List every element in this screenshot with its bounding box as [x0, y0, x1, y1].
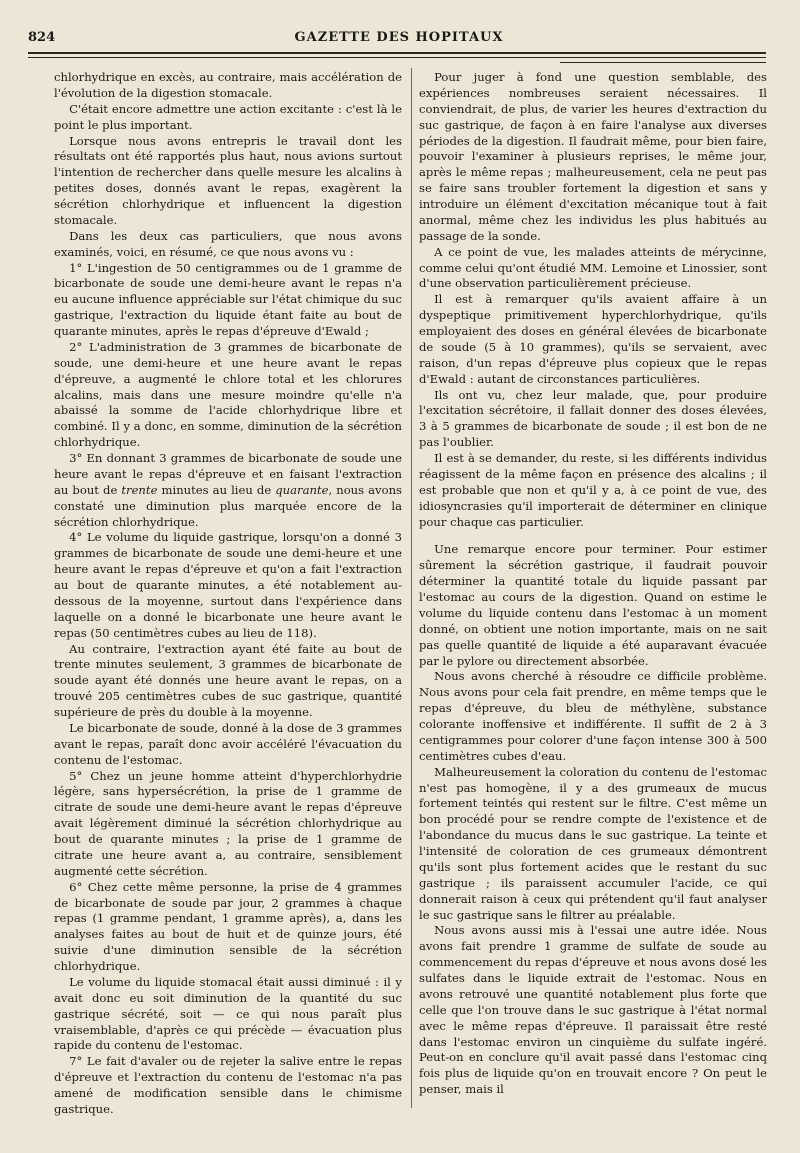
paragraph: C'était encore admettre une action excitante : c'est là le point le plus important. [54, 101, 402, 132]
paragraph-text: minutes au lieu de [157, 482, 276, 497]
paragraph-text: 3° En donnant 3 grammes de bicarbonate de soude une heure avant le repas d'épreuve et en faisant l'extraction au bout de [54, 451, 402, 497]
paragraph: Le bicarbonate de soude, donné à la dose de 3 grammes avant le repas, paraît donc avoir accéléré l'évacuation du contenu de l'estomac. [54, 720, 402, 767]
emphasis: quarante [275, 482, 329, 497]
paragraph: 4° Le volume du liquide gastrique, lorsqu'on a donné 3 grammes de bicarbonate de soude une demi-heure et une heure avant le repas d'épreuve et qu'on a fait l'extraction au bout de quarante minutes, a été notablement au-dessous de la moyenne, surtout dans l'expérience dans laquelle on a donné le bicarbonate une heure avant le repas (50 centimètres cubes au lieu de 118). [54, 530, 402, 640]
paragraph: 5° Chez un jeune homme atteint d'hyperchlorhydrie légère, sans hypersécrétion, la prise de 1 gramme de citrate de soude une demi-heure avant le repas d'épreuve avait légèrement diminué la sécrétion chlorhydrique au bout de quarante minutes ; la prise de 1 gramme de citrate une heure avant a, au contraire, sensiblement augmenté cette sécrétion. [54, 768, 402, 878]
left-column [54, 70, 402, 1118]
column-divider [411, 68, 412, 1108]
paragraph: chlorhydrique en excès, au contraire, mais accélération de l'évolution de la digestion stomacale. [54, 70, 402, 100]
paragraph: 2° L'administration de 3 grammes de bicarbonate de soude, une demi-heure et une heure avant le repas d'épreuve, a augmenté le chlore total et les chlorures alcalins, mais dans une mesure moindre qu'elle n'a abaissé la somme de l'acide chlorhydrique libre et combiné. Il y a donc, en somme, diminution de la sécrétion chlorhydrique. [54, 339, 402, 450]
header-rule-short [560, 62, 766, 63]
paragraph: Pour juger à fond une question semblable, des expériences nombreuses seraient nécessaires. Il conviendrait, de plus, de varier les heures d'extraction du suc gastrique, de façon à en faire l'analyse aux diverses périodes de la digestion. Il faudrait même, pour bien faire, pouvoir l'examiner à plusieurs reprises, le même jour, après le même repas ; malheureusement, cela ne peut pas se faire sans troubler fortement la digestion et sans y introduire un élément d'excitation mécanique tout à fait anormal, même chez les individus les plus habitués au passage de la sonde. [419, 70, 767, 243]
paragraph: Lorsque nous avons entrepris le travail dont les résultats ont été rapportés plus haut, nous avions surtout l'intention de rechercher dans quelle mesure les alcalins à petites doses, donnés avant le repas, exagèrent la sécrétion chlorhydrique et influencent la digestion stomacale. [54, 133, 402, 227]
paragraph: Le volume du liquide stomacal était aussi diminué : il y avait donc eu soit diminution de la quantité du suc gastrique sécrété, soit — ce qui nous paraît plus vraisemblable, d'après ce qui précède — évacuation plus rapide du contenu de l'estomac. [54, 974, 402, 1053]
right-column [419, 70, 767, 1098]
header-rule-thin [28, 57, 766, 58]
page-header [28, 26, 770, 50]
page-number: 824 [28, 30, 56, 45]
paragraph: Nous avons aussi mis à l'essai une autre idée. Nous avons fait prendre 1 gramme de sulfate de soude au commencement du repas d'épreuve et nous avons dosé les sulfates dans le liquide extrait de l'estomac. Nous en avons retrouvé une quantité notablement plus forte que celle que l'on trouve dans le suc gastrique à l'état normal avec le même repas d'épreuve. Il paraissait être resté dans l'estomac environ un cinquième du sulfate ingéré. Peut-on en conclure qu'il avait passé dans l'estomac cinq fois plus de liquide qu'on en trouvait encore ? On peut le penser, mais il [419, 923, 767, 1097]
paragraph-text: , nous avons constaté une diminution plus marquée encore de la sécrétion chlorhydrique. [54, 482, 403, 529]
paragraph: Ils ont vu, chez leur malade, que, pour produire l'excitation sécrétoire, il fallait donner des doses élevées, 3 à 5 grammes de bicarbonate de soude ; il est bon de ne pas l'oublier. [419, 387, 767, 450]
paragraph [54, 451, 402, 530]
paragraph: Nous avons cherché à résoudre ce difficile problème. Nous avons pour cela fait prendre, en même temps que le repas d'épreuve, du bleu de méthylène, substance colorante inoffensive et indifférente. Il suffit de 2 à 3 centigrammes pour colorer d'une façon intense 300 à 500 centimètres cubes d'eau. [419, 669, 767, 763]
paragraph: 1° L'ingestion de 50 centigrammes ou de 1 gramme de bicarbonate de soude une demi-heure avant le repas n'a eu aucune influence appréciable sur l'état chimique du suc gastrique, l'extraction du liquide étant faite au bout de quarante minutes, après le repas d'épreuve d'Ewald ; [54, 260, 402, 338]
paragraph: Dans les deux cas particuliers, que nous avons examinés, voici, en résumé, ce que nous avons vu : [54, 228, 402, 259]
running-title: GAZETTE DES HOPITAUX [294, 30, 504, 45]
paragraph: Malheureusement la coloration du contenu de l'estomac n'est pas homogène, il y a des grumeaux de mucus fortement teintés qui restent sur le filtre. C'est même un bon procédé pour se rendre compte de l'existence et de l'abondance du mucus dans le suc gastrique. La teinte et l'intensité de coloration de ces grumeaux démontrent qu'ils sont plus fortement acides que le restant du suc gastrique ; ils paraissent accumuler l'acide, ce qui donnerait raison à ceux qui prétendent qu'il faut analyser le suc gastrique sans le filtrer au préalable. [419, 764, 767, 922]
paragraph: Il est à se demander, du reste, si les différents individus réagissent de la même façon en présence des alcalins ; il est probable que non et qu'il y a, à ce point de vue, des idiosyncrasies qu'il importerait de déterminer en clinique pour chaque cas particulier. [419, 451, 767, 529]
paragraph: 6° Chez cette même personne, la prise de 4 grammes de bicarbonate de soude par jour, 2 grammes à chaque repas (1 gramme pendant, 1 gramme après), a, dans les analyses faites au bout de huit et de quinze jours, été suivie d'une diminution sensible de la sécrétion chlorhydrique. [54, 879, 402, 973]
paragraph: 7° Le fait d'avaler ou de rejeter la salive entre le repas d'épreuve et l'extraction du contenu de l'estomac n'a pas amené de modification sensible dans le chimisme gastrique. [54, 1054, 402, 1116]
emphasis: trente [121, 482, 158, 497]
header-rule-thick [28, 52, 766, 54]
paragraph: Il est à remarquer qu'ils avaient affaire à un dyspeptique primitivement hyperchlorhydrique, qu'ils employaient des doses en général élevées de bicarbonate de soude (5 à 10 grammes), qu'ils se servaient, avec raison, d'un repas d'épreuve plus copieux que le repas d'Ewald : autant de circonstances particulières. [419, 292, 767, 386]
paragraph: Au contraire, l'extraction ayant été faite au bout de trente minutes seulement, 3 grammes de bicarbonate de soude ayant été donnés une heure avant le repas, on a trouvé 205 centimètres cubes de suc gastrique, quantité supérieure de près du double à la moyenne. [54, 641, 402, 719]
paragraph: A ce point de vue, les malades atteints de mérycinne, comme celui qu'ont étudié MM. Lemoine et Linossier, sont d'une observation particulièrement précieuse. [419, 244, 767, 291]
paragraph: Une remarque encore pour terminer. Pour estimer sûrement la sécrétion gastrique, il faudrait pouvoir déterminer la quantité totale du liquide passant par l'estomac au cours de la digestion. Quand on estime le volume du liquide contenu dans l'estomac à un moment donné, on obtient une notion importante, mais on ne sait pas quelle quantité de liquide a été auparavant évacuée par le pylore ou directement absorbée. [419, 542, 767, 668]
